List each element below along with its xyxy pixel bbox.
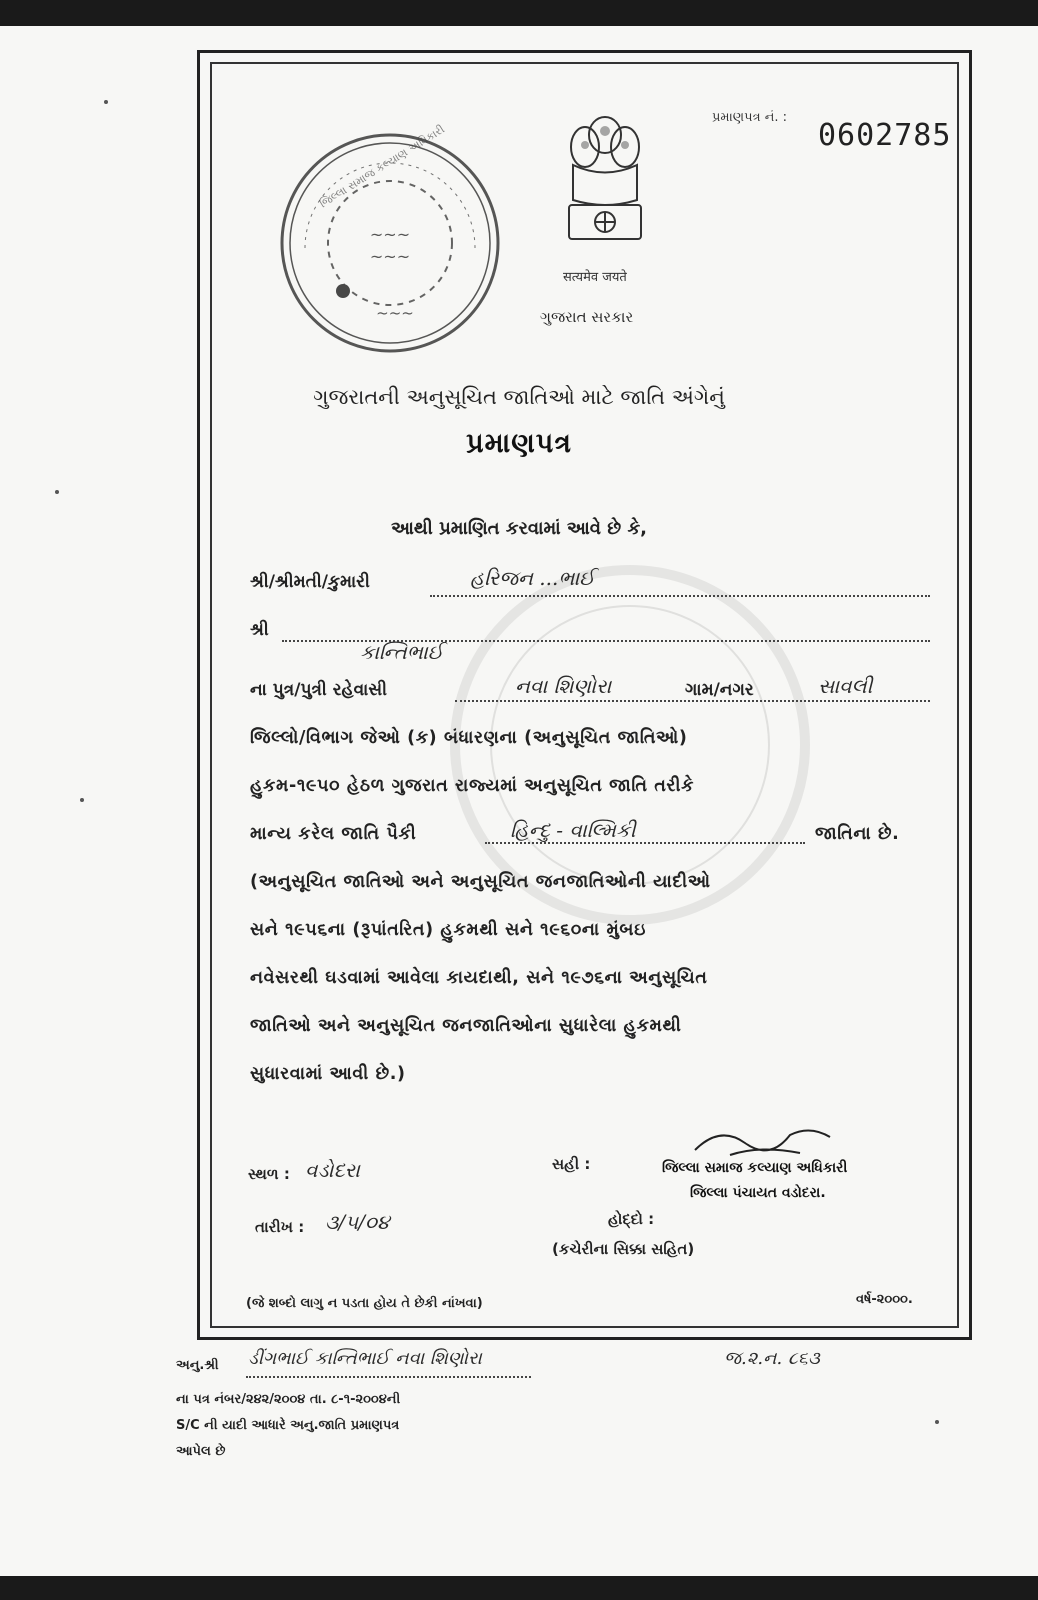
body-line: નવેસરથી ઘડવામાં આવેલા કાયદાથી, સને ૧૯૭૬ના અનુસૂચિત (250, 968, 708, 988)
paper-speck (104, 100, 108, 104)
certify-statement: આથી પ્રમાણિત કરવામાં આવે છે કે, (390, 518, 647, 539)
place-label: સ્થળ : (248, 1165, 290, 1183)
officer-designation-line1: જિલ્લા સમાજ કલ્યાણ અધિકારી (662, 1160, 848, 1176)
date-value: ૩/૫/૦૪ (325, 1210, 390, 1234)
caste-suffix: જાતિના છે. (815, 824, 900, 844)
village-town-label: ગામ/નગર (685, 680, 754, 700)
body-line: માન્ય કરેલ જાતિ પૈકી (250, 824, 417, 844)
father-label: શ્રી (250, 620, 269, 640)
certificate-heading: ગુજરાતની અનુસૂચિત જાતિઓ માટે જાતિ અંગેનું (313, 385, 725, 409)
father-value: કાન્તિભાઈ (360, 640, 444, 664)
certificate-number: 0602785 (818, 118, 952, 153)
name-label: શ્રી/શ્રીમતી/કુમારી (250, 572, 370, 592)
annotation-prefix: અનુ.શ્રી (176, 1358, 219, 1373)
village-value: નવા શિણોરા (515, 674, 612, 698)
certificate-title: પ્રમાણપત્ર (466, 428, 572, 459)
resident-label: ના પુત્ર/પુત્રી રહેવાસી (250, 680, 387, 700)
office-seal-note: (કચેરીના સિક્કા સહિત) (552, 1240, 695, 1258)
seal-text: જિલ્લા સમાજ કલ્યાણ અધિકારી (317, 122, 447, 211)
date-label: તારીખ : (255, 1218, 305, 1236)
officer-designation-line2: જિલ્લા પંચાયત વડોદરા. (690, 1185, 826, 1201)
annotation-name: ડીંગભાઈ કાન્તિભાઈ નવા શિણોરા (248, 1348, 482, 1369)
annotation-line: S/C ની યાદી આધારે અનુ.જાતિ પ્રમાણપત્ર (176, 1418, 400, 1433)
emblem-motto: सत्यमेव जयते (563, 270, 627, 285)
paper-speck (80, 798, 84, 802)
annotation-dotted-line (246, 1376, 531, 1378)
certificate-number-label: પ્રમાણપત્ર નં. : (712, 110, 788, 125)
top-bar (0, 0, 1038, 26)
government-name: ગુજરાત સરકાર (540, 308, 634, 326)
signature-label: સહી : (552, 1155, 591, 1173)
village-dotted-line (455, 700, 930, 702)
body-line: જાતિઓ અને અનુસૂચિત જનજાતિઓના સુધારેલા હુકમથી (250, 1016, 682, 1036)
body-line: સને ૧૯૫૬ના (રૂપાંતરિત) હુકમથી સને ૧૯૬૦ના મુંબઇ (250, 920, 646, 940)
designation-label: હોદ્દો : (608, 1210, 655, 1228)
svg-text:~~~: ~~~ (369, 247, 411, 266)
name-value: હરિજન ...ભાઈ (470, 566, 595, 590)
body-line: (અનુસૂચિત જાતિઓ અને અનુસૂચિત જનજાતિઓની યાદીઓ (250, 872, 711, 892)
signature-scribble-icon (690, 1115, 840, 1165)
paper-speck (55, 490, 59, 494)
annotation-line: આપેલ છે (176, 1444, 226, 1459)
body-line: હુકમ-૧૯૫૦ હેઠળ ગુજરાત રાજ્યમાં અનુસૂચિત જાતિ તરીકે (250, 776, 695, 796)
name-dotted-line (430, 595, 930, 597)
place-value: વડોદરા (305, 1158, 360, 1182)
town-value: સાવલી (818, 674, 873, 698)
national-emblem-icon (555, 105, 655, 265)
strike-note: (જે શબ્દો લાગુ ન પડતા હોય તે છેકી નાંખવા) (246, 1296, 483, 1311)
body-line: જિલ્લો/વિભાગ જેઓ (ક) બંધારણના (અનુસૂચિત જાતિઓ) (250, 728, 688, 748)
body-line: સુધારવામાં આવી છે.) (250, 1064, 406, 1084)
year-note: વર્ષ-૨૦૦૦. (856, 1292, 913, 1307)
annotation-reference: જ.૨.ન. ૮૬૩ (724, 1348, 820, 1369)
annotation-line: ના પત્ર નંબર/૨૪૨/૨૦૦૪ તા. ૮-૧-૨૦૦૪ની (176, 1392, 401, 1407)
svg-text:~~~: ~~~ (369, 225, 411, 244)
caste-dotted-line (485, 842, 805, 844)
paper-speck (935, 1420, 939, 1424)
svg-text:~~~: ~~~ (376, 304, 414, 322)
caste-value: હિન્દુ - વાલ્મિકી (510, 818, 636, 842)
bottom-bar (0, 1576, 1038, 1600)
